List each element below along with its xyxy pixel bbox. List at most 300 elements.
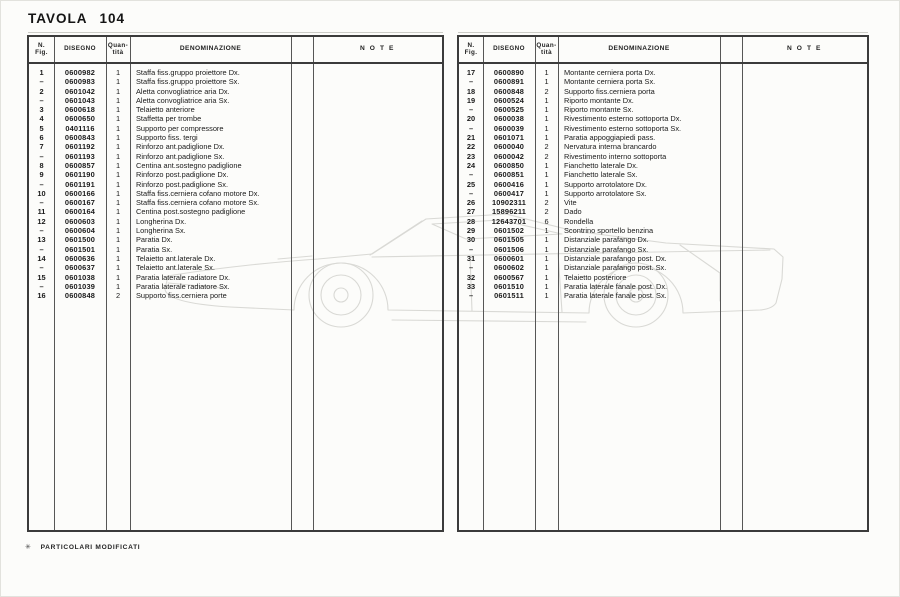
table-row — [29, 87, 442, 96]
cell-denominazione: Staffa fiss.cerniera cofano motore Sx. — [136, 198, 260, 208]
cell-qty: 1 — [544, 226, 549, 236]
cell-disegno: 0601038 — [64, 272, 96, 282]
cell-fig: 18 — [466, 86, 476, 96]
cell-mark — [291, 114, 313, 123]
cell-note — [742, 96, 867, 105]
cell-qty: 1 — [115, 263, 121, 273]
header-note: N O T E — [786, 45, 822, 53]
table-row — [29, 282, 442, 291]
cell-denominazione: Rondella — [564, 216, 594, 226]
cell-mark — [291, 291, 313, 300]
cell-qty: 1 — [544, 170, 549, 180]
cell-disegno: 0600567 — [493, 272, 525, 282]
table-row — [459, 114, 867, 123]
cell-mark — [291, 161, 313, 170]
table-header — [459, 37, 867, 64]
cell-denominazione: Paratia laterale radiatore Sx. — [136, 281, 230, 291]
table-row — [459, 263, 867, 272]
cell-mark — [720, 291, 742, 300]
table-row — [29, 198, 442, 207]
cell-mark — [720, 235, 742, 244]
cell-note — [742, 226, 867, 235]
cell-fig: 29 — [466, 226, 476, 236]
cell-denominazione: Telaietto ant.laterale Sx. — [136, 263, 215, 273]
table-row — [29, 124, 442, 133]
cell-note — [742, 142, 867, 151]
parts-table-left — [27, 35, 444, 532]
cell-mark — [720, 161, 742, 170]
cell-disegno: 0600417 — [493, 188, 525, 198]
footer-legend — [25, 543, 140, 551]
cell-denominazione: Paratia laterale fanale post. Dx. — [564, 281, 668, 291]
cell-disegno: 0600857 — [64, 160, 96, 170]
cell-note — [313, 114, 442, 123]
cell-note — [742, 180, 867, 189]
cell-mark — [291, 263, 313, 272]
table-row — [459, 207, 867, 216]
cell-fig: 27 — [466, 207, 476, 217]
cell-note — [742, 291, 867, 300]
cell-mark — [291, 235, 313, 244]
table-row — [29, 254, 442, 263]
cell-qty: 1 — [115, 114, 121, 124]
cell-denominazione: Supporto per compressore — [136, 123, 224, 133]
cell-denominazione: Telaietto anteriore — [136, 105, 195, 115]
table-row — [29, 152, 442, 161]
cell-note — [742, 207, 867, 216]
cell-denominazione: Centina ant.sostegno padiglione — [136, 160, 242, 170]
header-denominazione: DENOMINAZIONE — [179, 45, 242, 53]
cell-qty: 1 — [544, 133, 549, 143]
cell-mark — [291, 189, 313, 198]
cell-denominazione: Fianchetto laterale Sx. — [564, 170, 638, 180]
cell-note — [742, 124, 867, 133]
tavola-label: TAVOLA — [28, 11, 88, 26]
table-row — [29, 273, 442, 282]
table-row — [459, 161, 867, 170]
cell-note — [742, 189, 867, 198]
cell-disegno: 0601071 — [493, 133, 525, 143]
cell-denominazione: Distanziale parafango post. Dx. — [564, 253, 667, 263]
cell-note — [313, 217, 442, 226]
cell-disegno: 0600843 — [64, 133, 96, 143]
cell-denominazione: Distanziale parafango Sx. — [564, 244, 649, 254]
cell-fig: – — [39, 151, 44, 161]
table-body — [459, 64, 867, 300]
cell-note — [742, 87, 867, 96]
table-row — [459, 291, 867, 300]
cell-fig: 20 — [466, 114, 476, 124]
cell-note — [742, 254, 867, 263]
cell-mark — [720, 142, 742, 151]
table-row — [29, 96, 442, 105]
cell-note — [313, 87, 442, 96]
cell-mark — [291, 273, 313, 282]
cell-qty: 1 — [544, 291, 549, 301]
page-title — [28, 11, 125, 26]
cell-fig: – — [468, 170, 474, 180]
cell-denominazione: Rivestimento esterno sottoporta Sx. — [564, 123, 682, 133]
cell-mark — [291, 198, 313, 207]
cell-disegno: 0601501 — [64, 244, 96, 254]
cell-denominazione: Staffa fiss.gruppo proiettore Sx. — [136, 77, 240, 87]
table-row — [29, 77, 442, 86]
cell-qty: 1 — [544, 105, 549, 115]
table-row — [459, 217, 867, 226]
table-row — [29, 105, 442, 114]
cell-qty: 1 — [544, 77, 549, 87]
cell-disegno: 0601193 — [65, 151, 95, 161]
cell-qty: 1 — [544, 281, 549, 291]
header-disegno: DISEGNO — [64, 45, 96, 53]
cell-fig: 9 — [39, 170, 44, 180]
cell-qty: 1 — [544, 95, 549, 105]
cell-qty: 2 — [115, 291, 121, 301]
cell-denominazione: Rinforzo ant.padiglione Dx. — [136, 142, 225, 152]
cell-fig: – — [468, 291, 474, 301]
table-row — [459, 170, 867, 179]
cell-disegno: 0600602 — [493, 263, 525, 273]
header-fig: N. Fig. — [464, 41, 478, 56]
table-row — [29, 180, 442, 189]
cell-disegno: 0600416 — [493, 179, 525, 189]
cell-fig: 24 — [466, 160, 476, 170]
cell-mark — [720, 105, 742, 114]
cell-denominazione: Longherina Sx. — [136, 226, 186, 236]
header-quantita: Quan- tità — [536, 41, 557, 56]
cell-disegno: 0601039 — [64, 281, 96, 291]
table-row — [459, 96, 867, 105]
cell-fig: 33 — [466, 281, 476, 291]
cell-note — [742, 245, 867, 254]
cell-qty: 1 — [115, 216, 121, 226]
cell-fig: 19 — [466, 95, 476, 105]
cell-qty: 1 — [115, 170, 121, 180]
cell-mark — [291, 180, 313, 189]
cell-fig: 17 — [466, 68, 476, 77]
cell-qty: 1 — [115, 235, 121, 245]
cell-qty: 1 — [115, 142, 121, 152]
cell-mark — [720, 68, 742, 77]
table-row — [29, 114, 442, 123]
cell-mark — [720, 114, 742, 123]
cell-denominazione: Paratia Sx. — [136, 244, 173, 254]
cell-denominazione: Nervatura interna brancardo — [564, 142, 657, 152]
cell-denominazione: Telaietto posteriore — [564, 272, 627, 282]
cell-note — [742, 77, 867, 86]
cell-qty: 1 — [544, 244, 549, 254]
cell-qty: 1 — [115, 226, 121, 236]
cell-note — [742, 273, 867, 282]
cell-denominazione: Supporto fiss.cerniera porta — [564, 86, 655, 96]
cell-disegno: 0600850 — [493, 160, 525, 170]
cell-disegno: 0600167 — [64, 198, 96, 208]
header-quantita: Quan- tità — [107, 41, 129, 56]
cell-qty: 2 — [544, 86, 549, 96]
table-row — [29, 263, 442, 272]
cell-mark — [720, 245, 742, 254]
cell-denominazione: Distanziale parafango Dx. — [564, 235, 649, 245]
cell-qty: 1 — [544, 235, 549, 245]
cell-fig: 7 — [39, 142, 44, 152]
cell-disegno: 0600166 — [64, 188, 96, 198]
cell-disegno: 0600848 — [493, 86, 525, 96]
cell-mark — [720, 170, 742, 179]
cell-fig: – — [468, 77, 474, 87]
cell-qty: 1 — [544, 68, 549, 77]
cell-disegno: 10902311 — [491, 198, 527, 208]
cell-fig: 5 — [39, 123, 44, 133]
cell-fig: 6 — [39, 133, 44, 143]
cell-denominazione: Riporto montante Dx. — [564, 95, 634, 105]
cell-denominazione: Paratia laterale fanale post. Sx. — [564, 291, 667, 301]
cell-fig: – — [39, 95, 44, 105]
cell-denominazione: Distanziale parafango post. Sx. — [564, 263, 667, 273]
cell-note — [313, 68, 442, 77]
cell-qty: 1 — [115, 188, 121, 198]
cell-note — [313, 198, 442, 207]
cell-disegno: 0601191 — [65, 179, 95, 189]
cell-qty: 1 — [115, 68, 121, 77]
cell-fig: 1 — [39, 68, 44, 77]
cell-qty: 1 — [544, 114, 549, 124]
cell-fig: – — [39, 226, 44, 236]
table-row — [459, 235, 867, 244]
cell-note — [313, 263, 442, 272]
cell-qty: 1 — [115, 207, 121, 217]
cell-note — [742, 152, 867, 161]
cell-denominazione: Aletta convogliatrice aria Dx. — [136, 86, 230, 96]
cell-qty: 1 — [544, 179, 549, 189]
cell-fig: – — [39, 198, 44, 208]
cell-fig: 32 — [466, 272, 476, 282]
cell-mark — [720, 207, 742, 216]
cell-fig: – — [39, 77, 44, 87]
cell-fig: 13 — [37, 235, 46, 245]
cell-qty: 1 — [115, 179, 121, 189]
cell-disegno: 0600603 — [64, 216, 96, 226]
cell-disegno: 0600982 — [64, 68, 96, 77]
cell-denominazione: Supporto arrotolatore Dx. — [564, 179, 647, 189]
table-row — [29, 133, 442, 142]
cell-note — [313, 105, 442, 114]
cell-fig: – — [39, 244, 44, 254]
cell-denominazione: Aletta convogliatrice aria Sx. — [136, 95, 230, 105]
cell-qty: 2 — [544, 151, 549, 161]
cell-qty: 1 — [115, 160, 121, 170]
cell-fig: 30 — [466, 235, 476, 245]
cell-note — [313, 189, 442, 198]
cell-mark — [720, 87, 742, 96]
cell-qty: 1 — [544, 123, 549, 133]
table-row — [29, 226, 442, 235]
cell-disegno: 15896211 — [491, 207, 527, 217]
cell-fig: 26 — [466, 198, 476, 208]
cell-note — [313, 133, 442, 142]
cell-denominazione: Rinforzo post.padiglione Sx. — [136, 179, 229, 189]
cell-disegno: 0600038 — [493, 114, 525, 124]
cell-note — [742, 235, 867, 244]
cell-disegno: 0600890 — [493, 68, 525, 77]
cell-disegno: 0601043 — [64, 95, 96, 105]
cell-fig: 28 — [466, 216, 476, 226]
cell-note — [742, 217, 867, 226]
cell-mark — [720, 282, 742, 291]
cell-qty: 6 — [544, 216, 549, 226]
cell-disegno: 0600650 — [64, 114, 96, 124]
cell-denominazione: Staffetta per trombe — [136, 114, 202, 124]
cell-mark — [291, 226, 313, 235]
cell-fig: 11 — [37, 207, 46, 217]
table-row — [459, 142, 867, 151]
table-row — [459, 254, 867, 263]
cell-mark — [291, 77, 313, 86]
table-row — [459, 226, 867, 235]
cell-disegno: 0600604 — [64, 226, 96, 236]
cell-fig: – — [468, 188, 474, 198]
table-row — [29, 161, 442, 170]
table-row — [29, 235, 442, 244]
table-row — [459, 282, 867, 291]
cell-denominazione: Telaietto ant.laterale Dx. — [136, 253, 216, 263]
table-row — [459, 152, 867, 161]
cell-disegno: 0600039 — [493, 123, 525, 133]
cell-fig: 12 — [37, 216, 46, 226]
cell-qty: 1 — [115, 244, 121, 254]
cell-disegno: 0601500 — [64, 235, 96, 245]
table-row — [459, 124, 867, 133]
cell-fig: 2 — [39, 86, 44, 96]
cell-qty: 1 — [544, 253, 549, 263]
cell-note — [313, 254, 442, 263]
cell-fig: 3 — [39, 105, 44, 115]
cell-note — [313, 180, 442, 189]
cell-disegno: 0600637 — [64, 263, 96, 273]
cell-denominazione: Supporto arrotolatore Sx. — [564, 188, 647, 198]
cell-mark — [720, 133, 742, 142]
cell-mark — [291, 105, 313, 114]
cell-mark — [720, 124, 742, 133]
cell-mark — [720, 217, 742, 226]
cell-disegno: 0601502 — [493, 226, 525, 236]
cell-mark — [291, 217, 313, 226]
cell-disegno: 0600851 — [493, 170, 525, 180]
cell-denominazione: Scontrino sportello benzina — [564, 226, 654, 236]
cell-qty: 2 — [544, 207, 549, 217]
cell-mark — [291, 68, 313, 77]
cell-mark — [291, 282, 313, 291]
cell-disegno: 0600848 — [64, 291, 96, 301]
cell-qty: 1 — [544, 263, 549, 273]
cell-disegno: 0601505 — [493, 235, 525, 245]
cell-fig: – — [39, 263, 44, 273]
cell-note — [313, 207, 442, 216]
cell-fig: 22 — [466, 142, 476, 152]
table-row — [29, 245, 442, 254]
cell-disegno: 0601511 — [494, 291, 524, 301]
cell-mark — [720, 254, 742, 263]
cell-disegno: 0600601 — [493, 253, 525, 263]
cell-disegno: 0600524 — [493, 95, 525, 105]
footer-text: PARTICOLARI MODIFICATI — [40, 543, 141, 551]
cell-disegno: 0601192 — [65, 142, 95, 152]
cell-denominazione: Fianchetto laterale Dx. — [564, 160, 638, 170]
cell-mark — [291, 254, 313, 263]
header-fig: N. Fig. — [35, 41, 48, 56]
cell-mark — [720, 180, 742, 189]
table-body — [29, 64, 442, 300]
cell-note — [313, 273, 442, 282]
table-row — [459, 77, 867, 86]
cell-mark — [291, 133, 313, 142]
table-row — [29, 291, 442, 300]
cell-fig: – — [39, 281, 44, 291]
cell-fig: 14 — [37, 253, 46, 263]
table-row — [459, 180, 867, 189]
cell-mark — [720, 152, 742, 161]
cell-note — [313, 282, 442, 291]
header-disegno: DISEGNO — [493, 45, 525, 53]
table-row — [29, 142, 442, 151]
cell-qty: 1 — [115, 281, 121, 291]
cell-qty: 1 — [544, 160, 549, 170]
cell-disegno: 0600040 — [493, 142, 525, 152]
parts-table-right — [457, 35, 869, 532]
cell-fig: 15 — [37, 272, 46, 282]
cell-qty: 2 — [544, 198, 549, 208]
cell-disegno: 0600164 — [64, 207, 96, 217]
cell-fig: – — [468, 105, 474, 115]
table-row — [29, 207, 442, 216]
modified-parts-star-icon: ✳ — [25, 544, 32, 551]
cell-fig: – — [39, 179, 44, 189]
cell-disegno: 0600636 — [64, 253, 96, 263]
table-row — [459, 105, 867, 114]
cell-denominazione: Centina post.sostegno padiglione — [136, 207, 246, 217]
cell-note — [742, 114, 867, 123]
cell-mark — [291, 152, 313, 161]
cell-note — [313, 152, 442, 161]
cell-mark — [291, 245, 313, 254]
cell-qty: 1 — [544, 272, 549, 282]
cell-mark — [720, 273, 742, 282]
cell-denominazione: Staffa fiss.cerniera cofano motore Dx. — [136, 188, 260, 198]
cell-note — [742, 282, 867, 291]
cell-qty: 1 — [115, 77, 121, 87]
cell-denominazione: Montante cerniera porta Dx. — [564, 68, 656, 77]
cell-denominazione: Montante cerniera porta Sx. — [564, 77, 656, 87]
table-row — [29, 170, 442, 179]
cell-denominazione: Rivestimento esterno sottoporta Dx. — [564, 114, 682, 124]
cell-disegno: 0600042 — [493, 151, 525, 161]
cell-qty: 1 — [115, 86, 121, 96]
table-row — [459, 245, 867, 254]
cell-qty: 1 — [115, 253, 121, 263]
cell-mark — [720, 198, 742, 207]
table-header — [29, 37, 442, 64]
cell-denominazione: Dado — [564, 207, 582, 217]
cell-note — [313, 96, 442, 105]
cell-note — [742, 170, 867, 179]
cell-note — [742, 263, 867, 272]
cell-fig: 25 — [466, 179, 476, 189]
cell-disegno: 0601042 — [64, 86, 96, 96]
cell-fig: 31 — [466, 253, 476, 263]
cell-denominazione: Paratia laterale radiatore Dx. — [136, 272, 231, 282]
cell-note — [742, 161, 867, 170]
cell-denominazione: Riporto montante Sx. — [564, 105, 634, 115]
cell-disegno: 0600525 — [493, 105, 525, 115]
